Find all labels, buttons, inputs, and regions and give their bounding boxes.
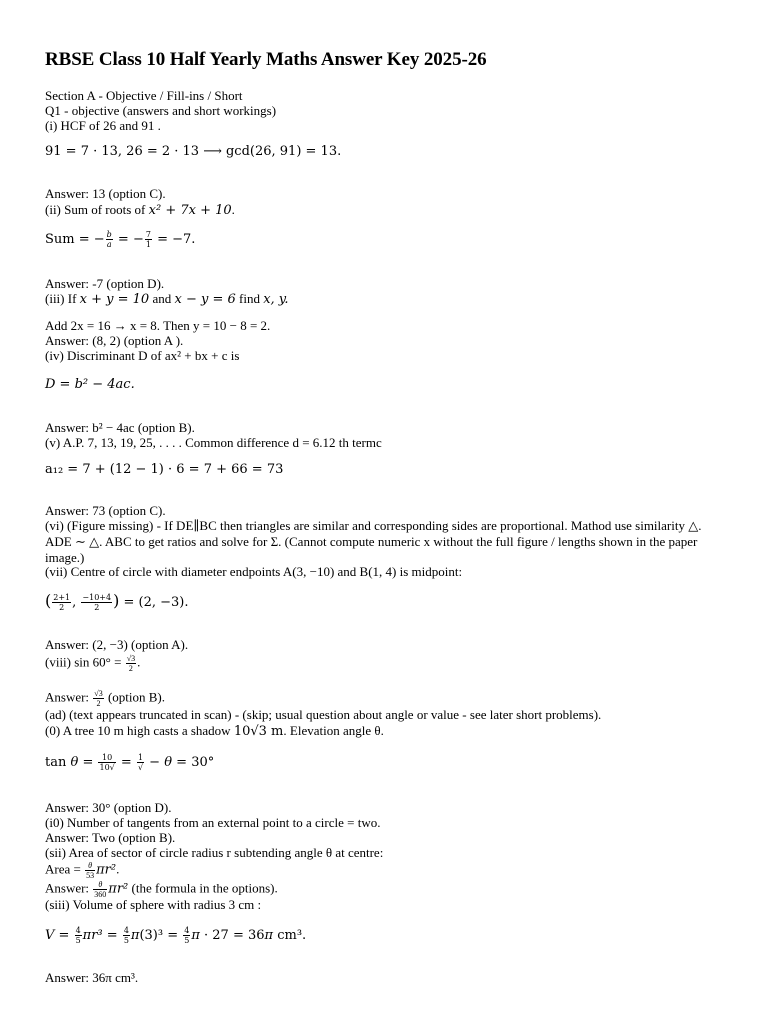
note-ad: (ad) (text appears truncated in scan) - (skip; usual question about angle or value - see later short problems). [45,707,602,722]
working-i: 91 = 7 · 13, 26 = 2 · 13 ⟶ gcd(26, 91) = 13. [45,144,342,159]
question-iv: (iv) Discriminant D of ax² + bx + c is [45,348,240,363]
question-0-post: . Elevation angle θ. [283,723,384,738]
question-siii: (siii) Volume of sphere with radius 3 cm : [45,897,262,912]
answer-vii: Answer: (2, −3) (option A). [45,637,189,652]
question-sii: (sii) Area of sector of circle radius r subtending angle θ at centre: [45,845,384,860]
question-0-pre: (0) A tree 10 m high casts a shadow [45,723,234,738]
area-sii-pre: Area = [45,861,85,877]
question-vii: (vii) Centre of circle with diameter endpoints A(3, −10) and B(1, 4) is midpoint: [45,564,463,579]
answer-viii: Answer: $\frac{√3}{2}$ (option B). [45,689,165,708]
answer-viii-pre: Answer: [45,689,93,705]
answer-sii-post: (the formula in the options). [128,880,278,896]
question-viii: (viii) sin 60° = $\frac{√3}{2}$ . [45,654,141,673]
answer-0: Answer: 30° (option D). [45,800,172,815]
answer-i: Answer: 13 (option C). [45,186,166,201]
working-iii: Add 2x = 16 → x = 8. Then y = 10 − 8 = 2. [45,318,271,333]
question-0-math: 10√3 m [233,724,284,739]
question-iii-vars: x, y. [263,292,289,307]
answer-sii: Answer: $\frac{\theta}{360}$ πr² (the formula in the options). [45,880,278,899]
working-vii: ( $\frac{2+1}{2}$ , $\frac{-10+4}{2}$ ) = (2, −3). [45,591,189,612]
working-siii: V = $\frac{4}{5}$ πr³ = $\frac{4}{5}$ π(3)³ = $\frac{4}{5}$ π · 27 = 36π cm³. [45,926,307,945]
working-vii-result: = (2, −3). [119,595,189,610]
area-sii: Area = $\frac{\theta}{53}$ πr². [45,861,120,880]
question-ii: (ii) Sum of roots of x² + 7x + 10. [45,202,235,218]
question-iii-pre: (iii) If [45,291,80,306]
answer-ii: Answer: -7 (option D). [45,276,165,291]
working-ii-label: Sum [45,232,75,247]
answer-sii-pre: Answer: [45,880,93,896]
question-iii-eq1: x + y = 10 [79,292,150,307]
answer-i0: Answer: Two (option B). [45,830,176,845]
question-ii-text: (ii) Sum of roots of [45,202,149,217]
question-iii-eq2: x − y = 6 [174,292,236,307]
answer-iv: Answer: b² − 4ac (option B). [45,420,195,435]
question-iii-and: and [149,291,175,306]
question-i0: (i0) Number of tangents from an external point to a circle = two. [45,815,381,830]
section-heading: Section A - Objective / Fill-ins / Short [45,88,243,103]
working-iv: D = b² − 4ac. [45,377,135,392]
question-i: (i) HCF of 26 and 91 . [45,118,161,133]
working-0: tan θ = $\frac{10}{10√}$ = $\frac{1}{√}$ − θ = 30° [45,753,215,772]
question-vi: (vi) (Figure missing) - If DE∥BC then triangles are similar and corresponding sides are proportional. Mathod use similarity △. ADE ∼ △. ABC to get ratios and solve for Σ. (Cannot compute numeric x without the full figure / lengths shown in the paper image.) [45,518,702,565]
working-v: a₁₂ = 7 + (12 − 1) · 6 = 7 + 66 = 73 [45,462,284,477]
question-iii [45,291,289,308]
question-ii-math: x² + 7x + 10 [148,203,232,218]
question-iii-find: find [235,291,264,306]
question-0 [45,723,384,740]
page-title: RBSE Class 10 Half Yearly Maths Answer Key 2025-26 [45,49,487,70]
answer-viii-post: (option B). [104,689,165,705]
answer-siii: Answer: 36π cm³. [45,970,139,985]
working-ii: Sum = − $\frac{b}{a}$ = − $\frac{7}{1}$ = −7. [45,230,196,249]
answer-iii: Answer: (8, 2) (option A ). [45,333,184,348]
question-v: (v) A.P. 7, 13, 19, 25, . . . . Common difference d = 6.12 th termc [45,435,382,450]
answer-v: Answer: 73 (option C). [45,503,166,518]
q1-heading: Q1 - objective (answers and short workings) [45,103,277,118]
question-viii-text: (viii) sin 60° = [45,654,125,670]
